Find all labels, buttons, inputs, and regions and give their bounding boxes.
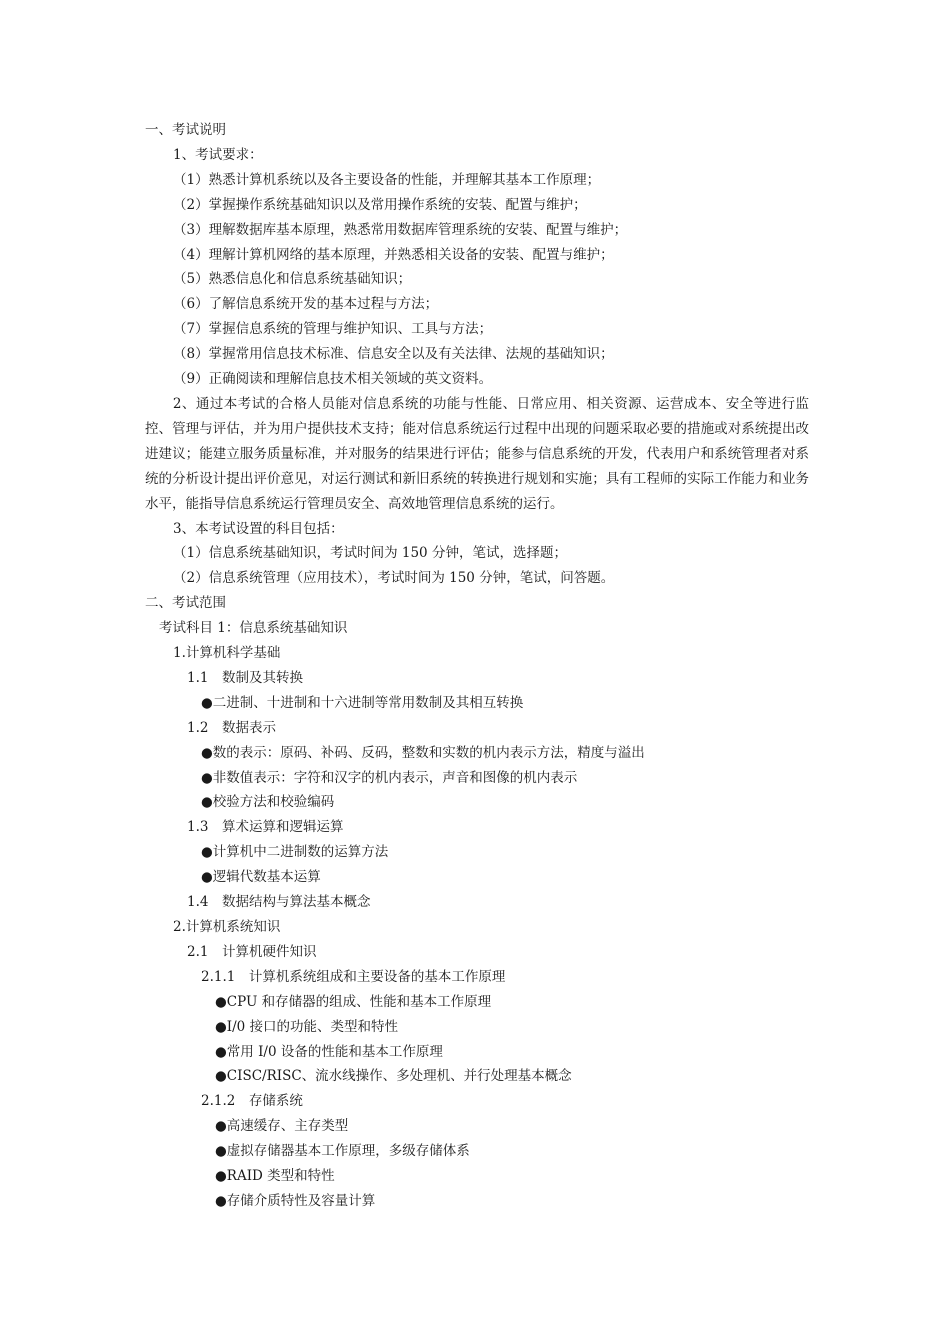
bullet-item: ●计算机中二进制数的运算方法: [201, 844, 389, 861]
subject-item: （2）信息系统管理（应用技术），考试时间为 150 分钟，笔试，问答题。: [173, 570, 615, 587]
section-2-1-1-heading: 2.1.1 计算机系统组成和主要设备的基本工作原理: [201, 968, 506, 985]
subject-1-title: 考试科目 1：信息系统基础知识: [159, 620, 348, 637]
bullet-item: ●逻辑代数基本运算: [201, 869, 321, 886]
bullet-item: ●存储介质特性及容量计算: [215, 1192, 376, 1209]
bullet-item: ●校验方法和校验编码: [201, 794, 335, 811]
requirement-item: （8）掌握常用信息技术标准、信息安全以及有关法律、法规的基础知识；: [173, 346, 614, 363]
bullet-item: ●高速缓存、主存类型: [215, 1118, 349, 1135]
bullet-item: ●RAID 类型和特性: [215, 1168, 335, 1185]
document-body: [145, 118, 809, 1214]
bullet-item: ●非数值表示：字符和汉字的机内表示，声音和图像的机内表示: [201, 769, 578, 786]
bullet-item: ●数的表示：原码、补码、反码，整数和实数的机内表示方法，精度与溢出: [201, 744, 645, 761]
subject-item: （1）信息系统基础知识，考试时间为 150 分钟，笔试，选择题；: [173, 545, 567, 562]
section-1-2-heading: 1.2 数据表示: [187, 719, 276, 736]
bullet-item: ●CISC/RISC、流水线操作、多处理机、并行处理基本概念: [215, 1068, 572, 1085]
bullet-item: ●CPU 和存储器的组成、性能和基本工作原理: [215, 993, 492, 1010]
bullet-item: ●I/0 接口的功能、类型和特性: [215, 1018, 399, 1035]
requirement-item: （6）了解信息系统开发的基本过程与方法；: [173, 296, 439, 313]
chapter-2-heading: 2.计算机系统知识: [173, 919, 281, 935]
requirement-item: （1）熟悉计算机系统以及各主要设备的性能，并理解其基本工作原理；: [173, 171, 601, 188]
requirement-item: （4）理解计算机网络的基本原理，并熟悉相关设备的安装、配置与维护；: [173, 246, 614, 263]
requirement-item: （2）掌握操作系统基础知识以及常用操作系统的安装、配置与维护；: [173, 196, 587, 213]
requirement-item: （9）正确阅读和理解信息技术相关领域的英文资料。: [173, 371, 493, 388]
bullet-item: ●二进制、十进制和十六进制等常用数制及其相互转换: [201, 694, 524, 711]
section-1-1-heading: 1.1 数制及其转换: [187, 669, 303, 686]
section-heading-2: 二、考试范围: [145, 595, 226, 612]
bullet-item: ●常用 I/0 设备的性能和基本工作原理: [215, 1043, 443, 1060]
requirement-item: （3）理解数据库基本原理，熟悉常用数据库管理系统的安装、配置与维护；: [173, 221, 628, 238]
section-heading-1: 一、考试说明: [145, 122, 226, 138]
section-2-1-2-heading: 2.1.2 存储系统: [201, 1093, 303, 1110]
section-2-1-heading: 2.1 计算机硬件知识: [187, 943, 317, 960]
qualification-paragraph: 2、通过本考试的合格人员能对信息系统的功能与性能、日常应用、相关资源、运营成本、安全等进行监控、管理与评估，并为用户提供技术支持；能对信息系统运行过程中出现的问题采取必要的措施或对系统提出改进建议；能建立服务质量标准，并对服务的结果进行评估；能参与信息系统的开发，代表用户和系统管理者对系统的分析设计提出评价意见，对运行测试和新旧系统的转换进行规划和实施；具有工程师的实际工作能力和业务水平，能指导信息系统运行管理员安全、高效地管理信息系统的运行。: [145, 395, 809, 512]
section-1-4-heading: 1.4 数据结构与算法基本概念: [187, 894, 371, 911]
requirements-heading: 1、考试要求：: [173, 146, 263, 163]
subjects-heading: 3、本考试设置的科目包括：: [173, 520, 344, 537]
section-1-3-heading: 1.3 算术运算和逻辑运算: [187, 819, 344, 836]
requirement-item: （7）掌握信息系统的管理与维护知识、工具与方法；: [173, 321, 493, 338]
requirement-item: （5）熟悉信息化和信息系统基础知识；: [173, 271, 412, 288]
bullet-item: ●虚拟存储器基本工作原理，多级存储体系: [215, 1143, 470, 1160]
chapter-1-heading: 1.计算机科学基础: [173, 645, 281, 662]
